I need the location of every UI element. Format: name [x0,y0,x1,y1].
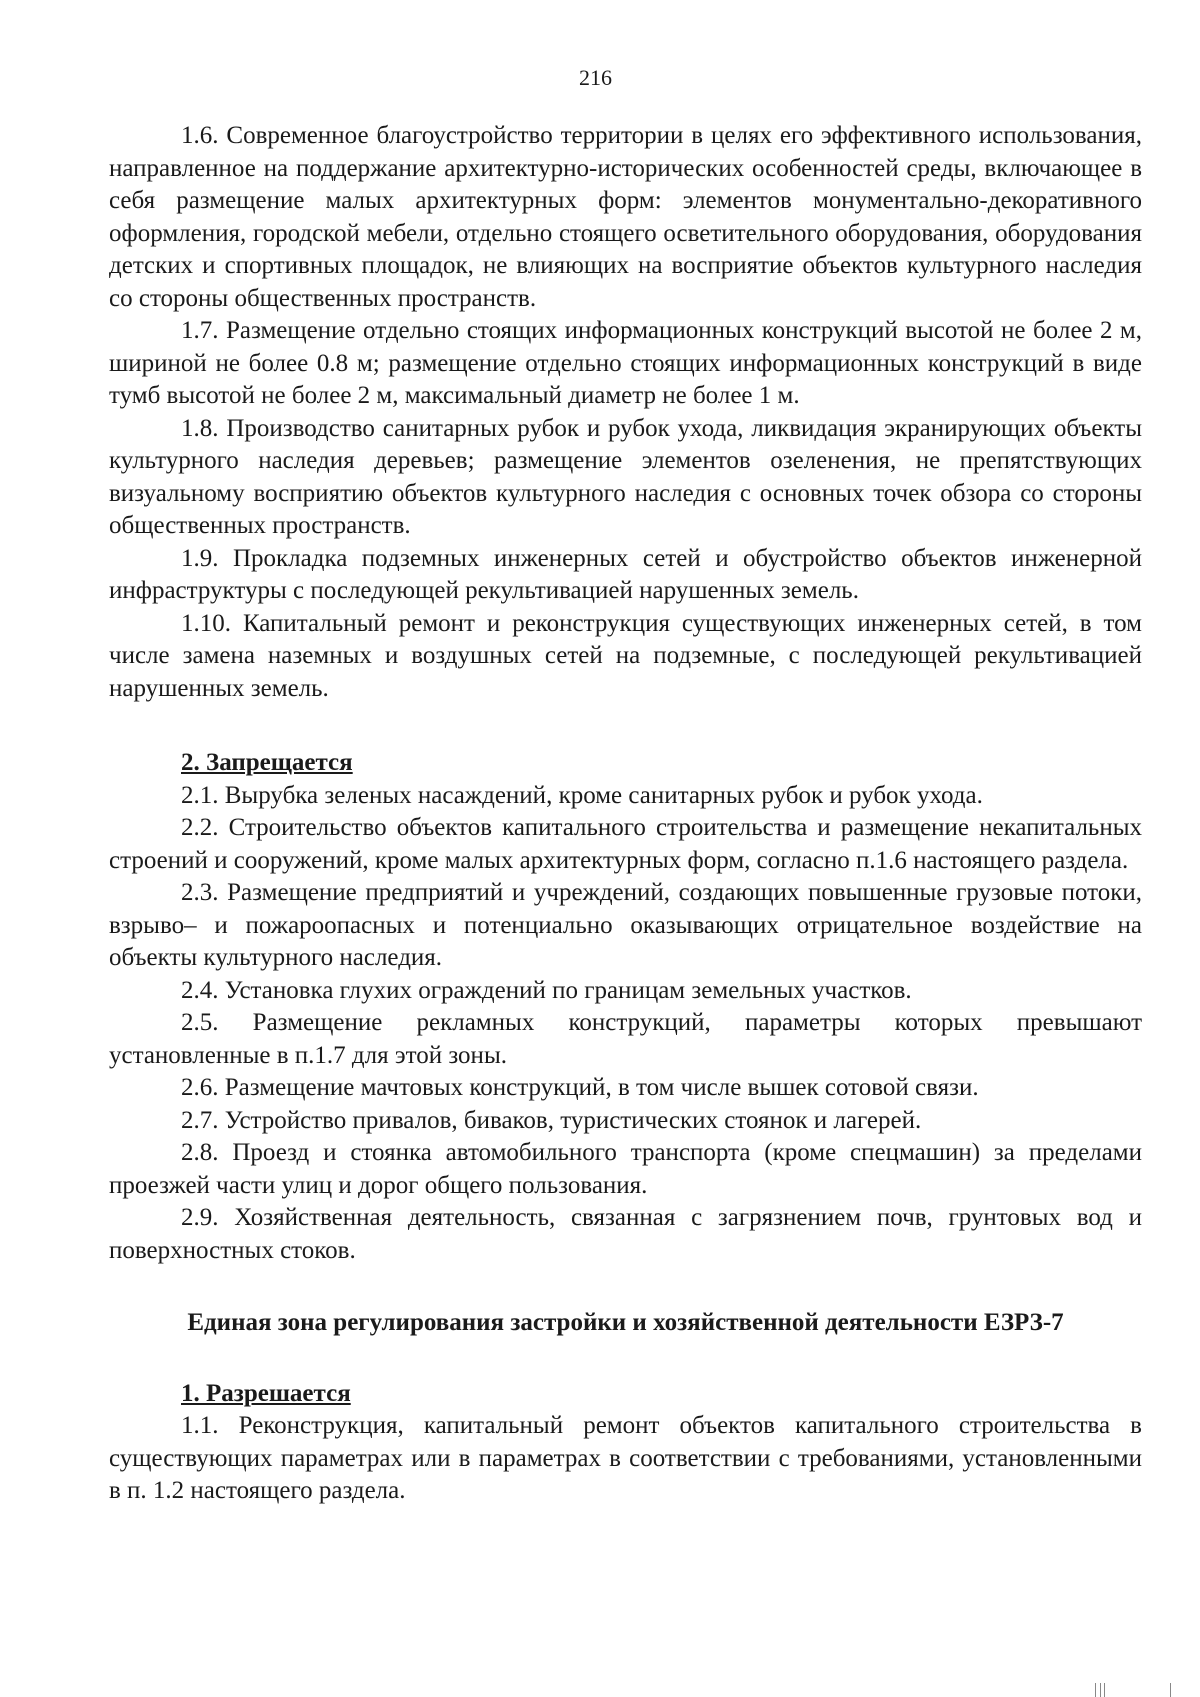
paragraph-2-5: 2.5. Размещение рекламных конструкций, параметры которых превышают установленные в п.1.7 для этой зоны. [109,1009,1142,1069]
paragraph-1-1: 1.1. Реконструкция, капитальный ремонт объектов капитального строительства в существующих параметрах или в параметрах в соответствии с требованиями, установленными в п. 1.2 настоящего раздела. [109,1412,1142,1504]
scan-artifact [1095,1683,1096,1697]
scan-artifact [1104,1683,1105,1697]
prohibited-items [109,780,1142,1268]
section-heading-prohibited: 2. Запрещается [181,749,353,776]
permitted-items-continued [109,120,1142,705]
paragraph-2-2: 2.2. Строительство объектов капитального строительства и размещение некапитальных строений и сооружений, кроме малых архитектурных форм, согласно п.1.6 настоящего раздела. [109,814,1142,874]
paragraph-2-3: 2.3. Размещение предприятий и учреждений, создающих повышенные грузовые потоки, взрыво– и пожароопасных и потенциально оказывающих отрицательное воздействие на объекты культурного наследия. [109,879,1142,971]
paragraph-2-7: 2.7. Устройство привалов, биваков, туристических стоянок и лагерей. [181,1106,922,1134]
zone-title: Единая зона регулирования застройки и хозяйственной деятельности ЕЗРЗ-7 [187,1309,1064,1336]
paragraph-1-8: 1.8. Производство санитарных рубок и рубок ухода, ликвидация экранирующих объекты культурного наследия деревьев; размещение элементов озеленения, не препятствующих визуальному восприятию объектов культурного наследия с основных точек обзора со стороны общественных пространств. [109,414,1142,539]
paragraph-2-1: 2.1. Вырубка зеленых насаждений, кроме санитарных рубок и рубок ухода. [181,781,983,809]
paragraph-2-8: 2.8. Проезд и стоянка автомобильного транспорта (кроме спецмашин) за пределами проезжей части улиц и дорог общего пользования. [109,1139,1142,1199]
permitted-items [109,1410,1142,1508]
scan-artifact [1100,1683,1101,1697]
paragraph-2-4: 2.4. Установка глухих ограждений по границам земельных участков. [181,976,912,1004]
paragraph-1-10: 1.10. Капитальный ремонт и реконструкция существующих инженерных сетей, в том числе замена наземных и воздушных сетей на подземные, с последующей рекультивацией нарушенных земель. [109,609,1142,702]
paragraph-1-7: 1.7. Размещение отдельно стоящих информационных конструкций высотой не более 2 м, шириной не более 0.8 м; размещение отдельно стоящих информационных конструкций в виде тумб высотой не более 2 м, максимальный диаметр не более 1 м. [109,317,1142,409]
paragraph-2-6: 2.6. Размещение мачтовых конструкций, в том числе вышек сотовой связи. [181,1074,979,1101]
scan-artifact [1170,1683,1171,1697]
paragraph-1-9: 1.9. Прокладка подземных инженерных сетей и обустройство объектов инженерной инфраструктуры с последующей рекультивацией нарушенных земель. [109,544,1142,604]
section-heading-permitted: 1. Разрешается [181,1379,351,1407]
paragraph-1-6: 1.6. Современное благоустройство территории в целях его эффективного использования, направленное на поддержание архитектурно-исторических особенностей среды, включающее в себя размещение малых архитектурных форм: элементов монументально-декоративного оформления, городской мебели, отдельно стоящего осветительного оборудования, оборудования детских и спортивных площадок, не влияющих на восприятие объектов культурного наследия со стороны общественных пространств. [109,122,1142,312]
paragraph-2-9: 2.9. Хозяйственная деятельность, связанная с загрязнением почв, грунтовых вод и поверхностных стоков. [109,1204,1142,1264]
page-number: 216 [579,65,612,90]
